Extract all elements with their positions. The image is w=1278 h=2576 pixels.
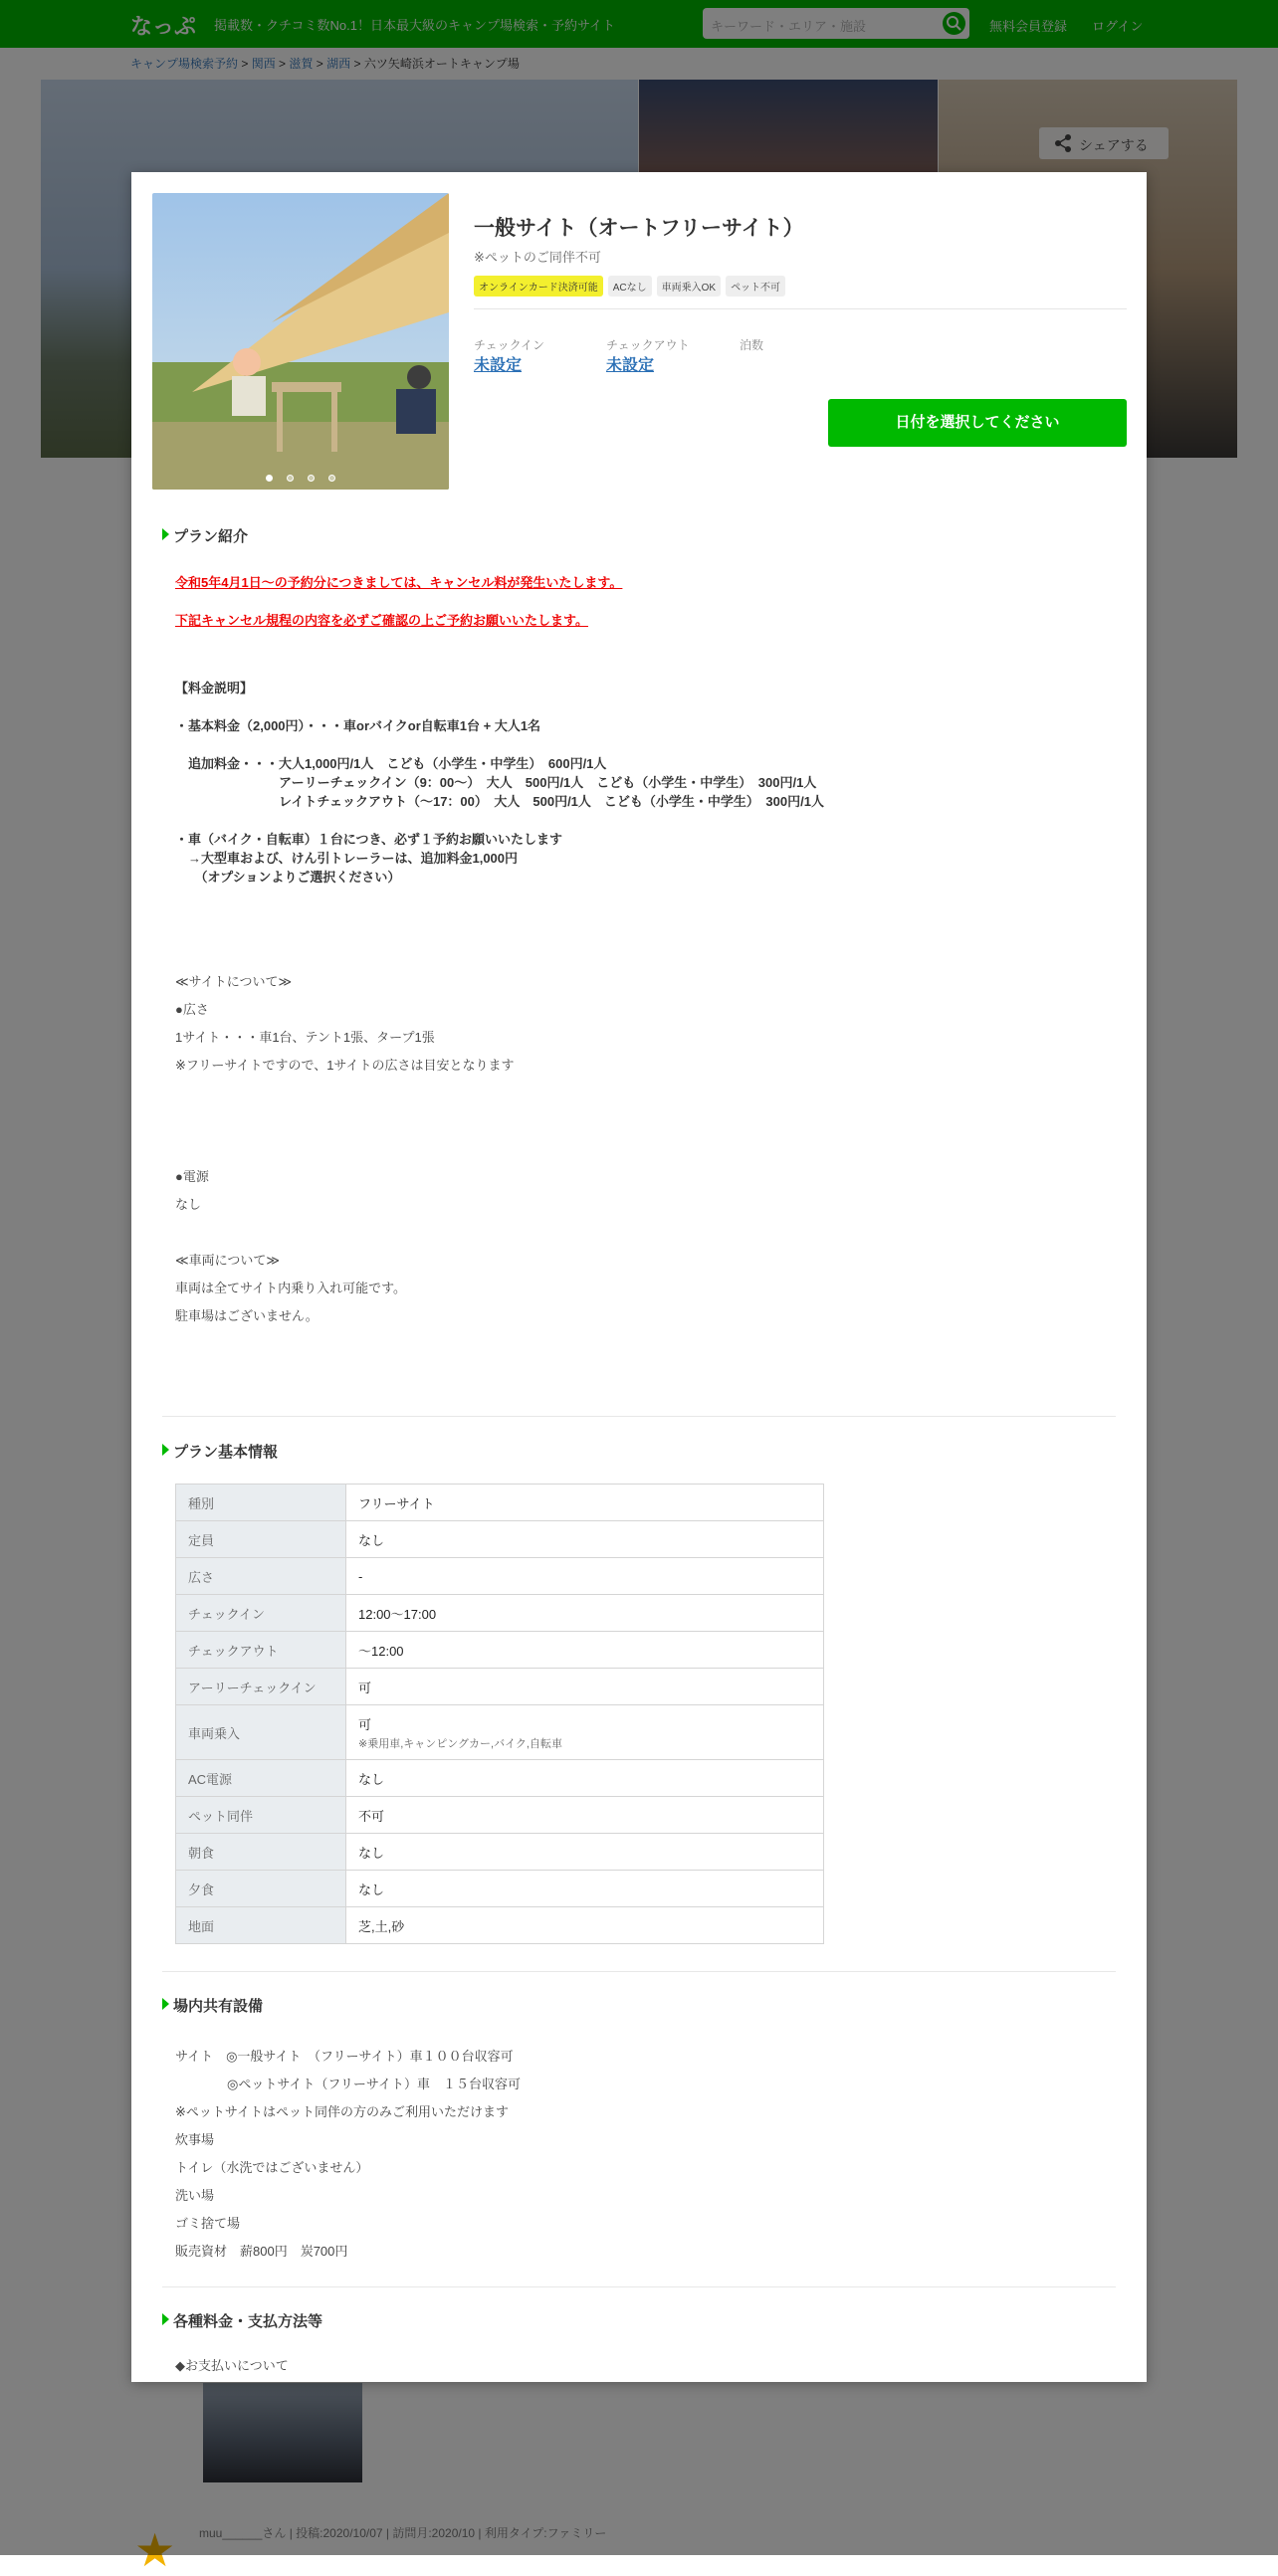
divider xyxy=(162,2286,1116,2287)
plan-title: 一般サイト（オートフリーサイト） xyxy=(474,217,804,240)
plan-photo xyxy=(152,193,449,490)
tag-ac: ACなし xyxy=(608,276,652,297)
tag-vehicle: 車両乗入OK xyxy=(657,276,721,297)
nights-label: 泊数 xyxy=(740,338,764,352)
plan-subtitle: ※ペットのご同伴不可 xyxy=(474,250,601,265)
checkout-label: チェックアウト xyxy=(606,338,690,352)
plan-modal xyxy=(131,172,1147,2382)
site-details: ≪サイトについて≫ ●広さ 1サイト・・・車1台、テント1張、タープ1張 ※フリーサイトですので、1サイトの広さは目安となります ●電源 なし ≪車両について≫ 車両は全てサイト内乗り入れ可能です。 駐車場はございません。 xyxy=(175,974,515,1323)
table-row: チェックイン 12:00〜17:00 xyxy=(176,1595,824,1632)
tag-card-payment: オンラインカード決済可能 xyxy=(474,276,603,297)
table-row: 夕食 なし xyxy=(176,1871,824,1907)
gallery-dot[interactable] xyxy=(266,475,273,482)
facilities-text: サイト ◎一般サイト （フリーサイト）車１００台収容可 ◎ペットサイト（フリーサイト）車 １５台収容可 ※ペットサイトはペット同伴の方のみご利用いただけます 炊事場 トイレ（水洗ではございません） 洗い場 ゴミ捨て場 販売資材 薪800円 炭700円 xyxy=(175,2049,522,2259)
table-row: 種別 フリーサイト xyxy=(176,1485,824,1521)
divider xyxy=(162,1971,1116,1972)
payment-text: ◆お支払いについて xyxy=(175,2358,289,2373)
gallery-dot[interactable] xyxy=(328,475,335,482)
gallery-dot[interactable] xyxy=(287,475,294,482)
checkout-value[interactable]: 未設定 xyxy=(606,357,655,374)
plan-photo-gallery[interactable] xyxy=(152,193,449,490)
divider xyxy=(162,1416,1116,1417)
table-row: 地面 芝,土,砂 xyxy=(176,1907,824,1944)
facilities-heading: 場内共有設備 xyxy=(162,1995,263,2016)
table-row: ペット同伴 不可 xyxy=(176,1797,824,1834)
table-row: 定員 なし xyxy=(176,1521,824,1558)
cancel-notice-1: 令和5年4月1日～の予約分につきましては、キャンセル料が発生いたします。 xyxy=(175,575,623,590)
checkin-value[interactable]: 未設定 xyxy=(474,357,523,374)
select-date-button[interactable]: 日付を選択してください xyxy=(828,399,1127,447)
table-row: 朝食 なし xyxy=(176,1834,824,1871)
basic-info-heading: プラン基本情報 xyxy=(162,1441,278,1462)
plan-intro-heading: プラン紹介 xyxy=(162,525,248,546)
table-row: 広さ - xyxy=(176,1558,824,1595)
payment-heading: 各種料金・支払方法等 xyxy=(162,2310,322,2331)
plan-tags xyxy=(474,276,785,297)
gallery-dot[interactable] xyxy=(308,475,315,482)
fee-details: ・基本料金（2,000円）・・・車orバイクor自転車1台 + 大人1名 追加料金・・・大人1,000円/1人 こども（小学生・中学生） 600円/1人 アーリーチェックイン（9：00～） 大人 500円/1人 こども（小学生・中学生） 300円/1人 レイトチェックアウト（～17：00） 大人 500円/1人 こども（小学生・中学生） 300円/1人 ・車（バイク・自転車）１台につき、必ず１予約お願いいたします →大型車および、けん引トレーラーは、追加料金1,000円 （オプションよりご選択ください） xyxy=(175,718,824,885)
divider xyxy=(474,308,1127,309)
table-row: AC電源 なし xyxy=(176,1760,824,1797)
fee-heading: 【料金説明】 xyxy=(175,681,254,695)
basic-info-table xyxy=(175,1484,824,1944)
checkin-label: チェックイン xyxy=(474,338,545,352)
table-row: アーリーチェックイン 可 xyxy=(176,1669,824,1705)
table-row: チェックアウト 〜12:00 xyxy=(176,1632,824,1669)
tag-pet: ペット不可 xyxy=(726,276,785,297)
cancel-notice-2: 下記キャンセル規程の内容を必ずご確認の上ご予約お願いいたします。 xyxy=(175,613,588,628)
table-row: 車両乗入 可 ※乗用車,キャンピングカー,バイク,自転車 xyxy=(176,1705,824,1760)
